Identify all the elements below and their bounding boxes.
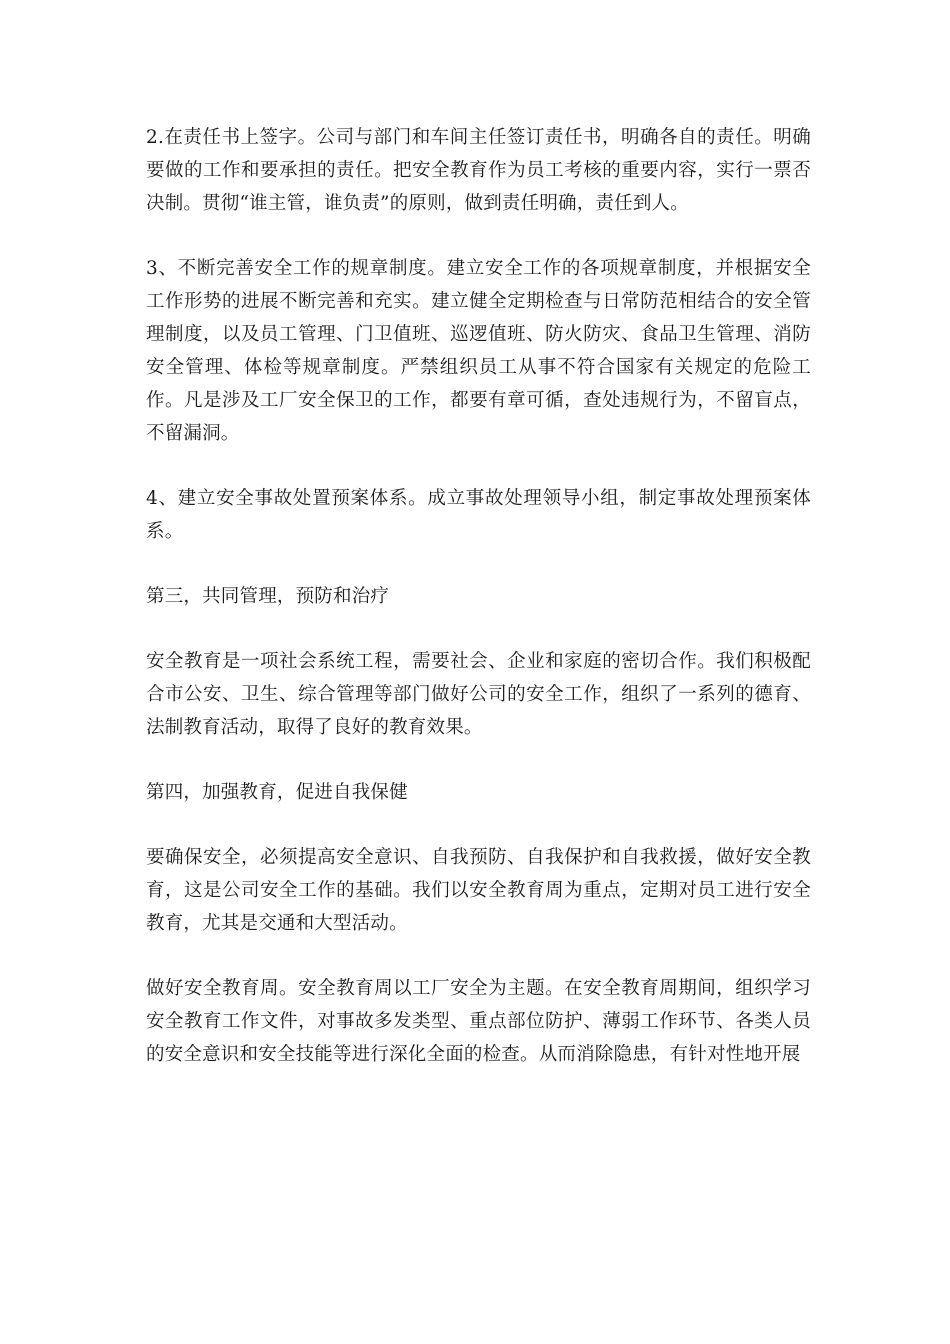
document-body [146, 121, 811, 1103]
paragraph-education-week: 做好安全教育周。安全教育周以工厂安全为主题。在安全教育周期间，组织学习安全教育工作文件，对事故多发类型、重点部位防护、薄弱工作环节、各类人员的安全意识和安全技能等进行深化全面的检查。从而消除隐患，有针对性地开展 [146, 978, 811, 1065]
section-heading-fourth: 第四，加强教育，促进自我保健 [146, 782, 408, 803]
paragraph-emergency-plan: 4、建立安全事故处置预案体系。成立事故处理领导小组，制定事故处理预案体系。 [146, 488, 811, 542]
section-heading-third: 第三，共同管理，预防和治疗 [146, 586, 390, 607]
paragraph-safety-awareness: 要确保安全，必须提高安全意识、自我预防、自我保护和自我救援，做好安全教育，这是公司安全工作的基础。我们以安全教育周为重点，定期对员工进行安全教育，尤其是交通和大型活动。 [146, 847, 811, 934]
paragraph-regulations: 3、不断完善安全工作的规章制度。建立安全工作的各项规章制度，并根据安全工作形势的进展不断完善和充实。建立健全定期检查与日常防范相结合的安全管理制度，以及员工管理、门卫值班、巡逻值班、防火防灾、食品卫生管理、消防安全管理、体检等规章制度。严禁组织员工从事不符合国家有关规定的危险工作。凡是涉及工厂安全保卫的工作，都要有章可循，查处违规行为，不留盲点，不留漏洞。 [146, 258, 811, 444]
paragraph-social-cooperation: 安全教育是一项社会系统工程，需要社会、企业和家庭的密切合作。我们积极配合市公安、卫生、综合管理等部门做好公司的安全工作，组织了一系列的德育、法制教育活动，取得了良好的教育效果。 [146, 651, 811, 738]
paragraph-responsibility: 2.在责任书上签字。公司与部门和车间主任签订责任书，明确各自的责任。明确要做的工作和要承担的责任。把安全教育作为员工考核的重要内容，实行一票否决制。贯彻“谁主管，谁负责”的原则，做到责任明确，责任到人。 [146, 127, 811, 214]
